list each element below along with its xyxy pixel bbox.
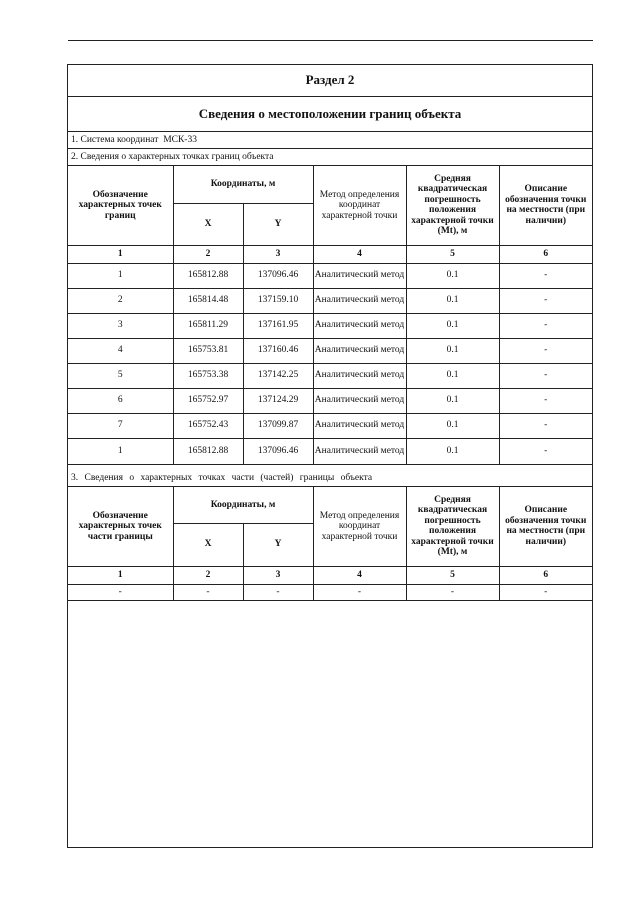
cell-method: Аналитический метод <box>313 313 406 338</box>
cell-y: 137142.25 <box>243 363 313 388</box>
cell-y: 137124.29 <box>243 388 313 413</box>
cell-y: 137161.95 <box>243 313 313 338</box>
cell-method: - <box>313 584 406 600</box>
cell-method: Аналитический метод <box>313 438 406 464</box>
cell-x: 165812.88 <box>173 263 243 288</box>
header-designation: Обозначение характерных точек части границы <box>68 487 173 566</box>
cell-desc: - <box>499 263 592 288</box>
cell-point: 1 <box>68 263 173 288</box>
cell-method: Аналитический метод <box>313 338 406 363</box>
cell-error: 0.1 <box>406 438 499 464</box>
table-row <box>68 338 592 363</box>
cell-point: 1 <box>68 438 173 464</box>
col-number: 5 <box>406 245 499 263</box>
header-error: Средняя квадратическая погрешность положения характерной точки (Mt), м <box>406 166 499 245</box>
cell-method: Аналитический метод <box>313 363 406 388</box>
cell-error: 0.1 <box>406 263 499 288</box>
header-coords: Координаты, м <box>173 487 313 523</box>
cell-x: 165752.43 <box>173 413 243 438</box>
cell-desc: - <box>499 313 592 338</box>
header-y: Y <box>243 523 313 566</box>
cell-point: 7 <box>68 413 173 438</box>
cell-point: - <box>68 584 173 600</box>
cell-method: Аналитический метод <box>313 388 406 413</box>
cell-x: 165814.48 <box>173 288 243 313</box>
col-number: 3 <box>243 566 313 584</box>
col-number: 2 <box>173 566 243 584</box>
cell-x: 165812.88 <box>173 438 243 464</box>
cell-desc: - <box>499 584 592 600</box>
col-number: 2 <box>173 245 243 263</box>
cell-y: 137160.46 <box>243 338 313 363</box>
header-method: Метод определения координат характерной точки <box>313 166 406 245</box>
cell-x: 165753.81 <box>173 338 243 363</box>
coord-system-label: 1. Система координат <box>71 135 159 145</box>
cell-y: 137099.87 <box>243 413 313 438</box>
col-number: 3 <box>243 245 313 263</box>
header-method: Метод определения координат характерной точки <box>313 487 406 566</box>
table-row <box>68 288 592 313</box>
col-number: 4 <box>313 245 406 263</box>
cell-point: 6 <box>68 388 173 413</box>
table-row <box>68 388 592 413</box>
cell-error: 0.1 <box>406 288 499 313</box>
header-rule <box>68 40 593 41</box>
cell-point: 3 <box>68 313 173 338</box>
part-boundary-points-table <box>68 487 592 601</box>
header-description: Описание обозначения точки на местности (при наличии) <box>499 487 592 566</box>
cell-y: 137159.10 <box>243 288 313 313</box>
cell-x: 165811.29 <box>173 313 243 338</box>
cell-desc: - <box>499 288 592 313</box>
cell-y: - <box>243 584 313 600</box>
col-number: 6 <box>499 566 592 584</box>
table-row <box>68 438 592 464</box>
header-coords: Координаты, м <box>173 166 313 203</box>
col-number: 6 <box>499 245 592 263</box>
cell-method: Аналитический метод <box>313 288 406 313</box>
table-row <box>68 584 592 600</box>
cell-method: Аналитический метод <box>313 263 406 288</box>
cell-x: - <box>173 584 243 600</box>
column-numbers-row <box>68 566 592 584</box>
cell-x: 165752.97 <box>173 388 243 413</box>
cell-error: 0.1 <box>406 313 499 338</box>
cell-desc: - <box>499 363 592 388</box>
table-row <box>68 413 592 438</box>
header-designation: Обозначение характерных точек границ <box>68 166 173 245</box>
coord-system-line <box>68 132 592 149</box>
section-frame <box>67 64 593 848</box>
section-subtitle: Сведения о местоположении границ объекта <box>68 97 592 132</box>
cell-desc: - <box>499 438 592 464</box>
table-row <box>68 263 592 288</box>
header-x: X <box>173 203 243 245</box>
cell-desc: - <box>499 338 592 363</box>
cell-point: 5 <box>68 363 173 388</box>
header-x: X <box>173 523 243 566</box>
cell-error: 0.1 <box>406 388 499 413</box>
cell-point: 4 <box>68 338 173 363</box>
col-number: 1 <box>68 245 173 263</box>
cell-y: 137096.46 <box>243 438 313 464</box>
section-title: Раздел 2 <box>68 65 592 97</box>
cell-error: 0.1 <box>406 413 499 438</box>
table-row <box>68 313 592 338</box>
table-row <box>68 363 592 388</box>
cell-desc: - <box>499 413 592 438</box>
boundary-points-table <box>68 166 592 465</box>
cell-point: 2 <box>68 288 173 313</box>
col-number: 4 <box>313 566 406 584</box>
cell-error: 0.1 <box>406 338 499 363</box>
table1-caption: 2. Сведения о характерных точках границ объекта <box>68 149 592 166</box>
cell-y: 137096.46 <box>243 263 313 288</box>
cell-desc: - <box>499 388 592 413</box>
cell-method: Аналитический метод <box>313 413 406 438</box>
header-error: Средняя квадратическая погрешность положения характерной точки (Mt), м <box>406 487 499 566</box>
col-number: 1 <box>68 566 173 584</box>
header-description: Описание обозначения точки на местности (при наличии) <box>499 166 592 245</box>
table2-caption: 3. Сведения о характерных точках части (частей) границы объекта <box>68 470 592 487</box>
column-numbers-row <box>68 245 592 263</box>
cell-x: 165753.38 <box>173 363 243 388</box>
coord-system-value: МСК-33 <box>163 135 197 145</box>
header-y: Y <box>243 203 313 245</box>
col-number: 5 <box>406 566 499 584</box>
cell-error: - <box>406 584 499 600</box>
cell-error: 0.1 <box>406 363 499 388</box>
